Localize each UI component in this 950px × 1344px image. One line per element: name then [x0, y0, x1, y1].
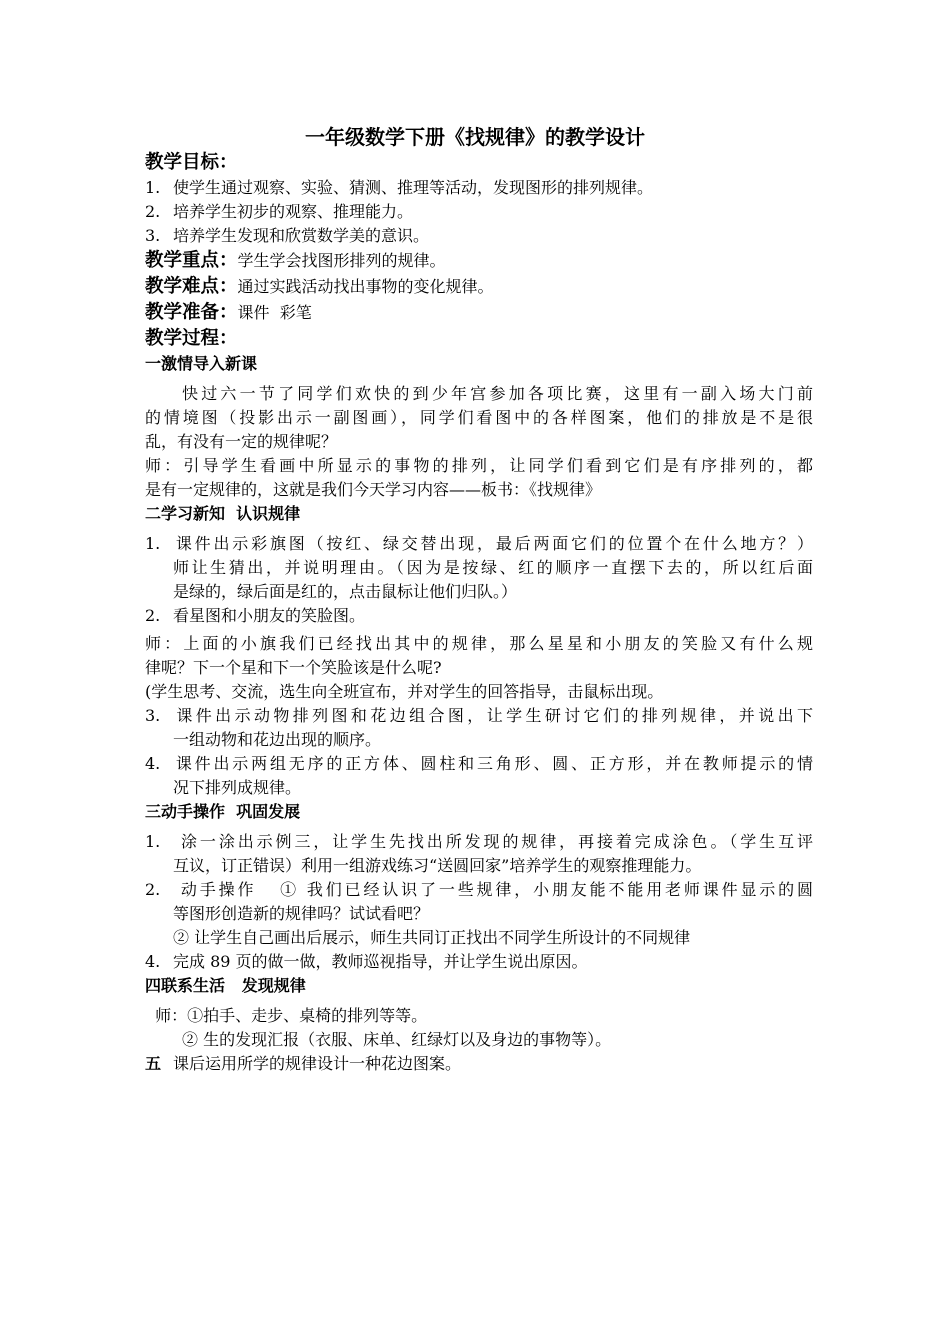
section-heading: 一激情导入新课 [145, 354, 258, 373]
list-text: 动手操作 ① 我们已经认识了一些规律，小朋友能不能用老师课件显示的圆 [173, 880, 813, 899]
list-text: 完成 89 页的做一做，教师巡视指导，并让学生说出原因。 [173, 952, 588, 971]
process-heading [145, 326, 813, 352]
goals-heading [145, 150, 813, 176]
list-item-line [145, 604, 813, 628]
list-number: 1. [145, 534, 161, 553]
difficulty-line [145, 274, 813, 300]
goal-text: 使学生通过观察、实验、猜测、推理等活动，发现图形的排列规律。 [173, 178, 654, 197]
key-point-text: 学生学会找图形排列的规律。 [237, 251, 446, 270]
paragraph-line: 的情境图（投影出示一副图画），同学们看图中的各样图案，他们的排放是不是很 [145, 408, 813, 427]
list-item-line [145, 704, 813, 728]
key-point-label: 教学重点： [145, 250, 238, 271]
list-item-line [145, 752, 813, 776]
difficulty-label: 教学难点： [145, 276, 238, 297]
list-item-line: ② 让学生自己画出后展示，师生共同订正找出不同学生所设计的不同规律 [173, 928, 691, 947]
goal-text: 培养学生初步的观察、推理能力。 [173, 202, 414, 221]
preparation-text: 课件 彩笔 [237, 303, 312, 322]
list-item-line: 互议，订正错误）利用一组游戏练习“送圆回家”培养学生的观察推理能力。 [173, 856, 702, 875]
list-number: 4. [145, 754, 161, 773]
document-title: 一年级数学下册《找规律》的教学设计 [305, 125, 645, 149]
difficulty-text: 通过实践活动找出事物的变化规律。 [237, 277, 494, 296]
list-text: 课件出示动物排列图和花边组合图，让学生研讨它们的排列规律，并说出下 [173, 706, 813, 725]
goal-number: 1. [145, 178, 161, 197]
section-heading: 三动手操作 巩固发展 [145, 802, 301, 821]
list-number: 2. [145, 880, 161, 899]
list-item-line [145, 950, 813, 974]
list-item-line [145, 532, 813, 556]
goal-text: 培养学生发现和欣赏数学美的意识。 [173, 226, 430, 245]
list-text: 课件出示彩旗图（按红、绿交替出现，最后两面它们的位置个在什么地方？） [173, 534, 813, 553]
goal-item [145, 200, 813, 224]
list-item-line: 是绿的，绿后面是红的，点击鼠标让他们归队。） [173, 582, 518, 601]
paragraph-line: 师：①拍手、走步、桌椅的排列等等。 [145, 1006, 428, 1025]
section-heading: 四联系生活 发现规律 [145, 976, 306, 995]
key-point-line [145, 248, 813, 274]
list-text: 涂一涂出示例三，让学生先找出所发现的规律，再接着完成涂色。（学生互评 [173, 832, 813, 851]
paragraph-line: ② 生的发现汇报（衣服、床单、红绿灯以及身边的事物等）。 [182, 1030, 612, 1049]
goal-number: 2. [145, 202, 161, 221]
list-text: 课件出示两组无序的正方体、圆柱和三角形、圆、正方形，并在教师提示的情 [173, 754, 813, 773]
list-item-line [145, 830, 813, 854]
paragraph-line: 律呢？下一个星和下一个笑脸该是什么呢? [145, 658, 442, 677]
section-number: 五 [145, 1054, 162, 1073]
section-heading: 二学习新知 认识规律 [145, 504, 301, 523]
final-task-text: 课后运用所学的规律设计一种花边图案。 [173, 1054, 462, 1073]
preparation-line [145, 300, 813, 326]
list-number: 4. [145, 952, 161, 971]
preparation-label: 教学准备： [145, 302, 238, 323]
list-item-line [145, 878, 813, 902]
goal-item [145, 176, 813, 200]
list-text: 看星图和小朋友的笑脸图。 [173, 606, 366, 625]
goals-label: 教学目标： [145, 152, 238, 173]
list-number: 1. [145, 832, 161, 851]
final-task-line [145, 1052, 813, 1076]
list-item-line: 一组动物和花边出现的顺序。 [173, 730, 382, 749]
paragraph-line: 快过六一节了同学们欢快的到少年宫参加各项比赛，这里有一副入场大门前 [182, 384, 813, 403]
list-number: 3. [145, 706, 161, 725]
paragraph-line: 是有一定规律的，这就是我们今天学习内容——板书：《找规律》 [145, 480, 602, 499]
goal-item [145, 224, 813, 248]
paragraph-line: 乱，有没有一定的规律呢？ [145, 432, 338, 451]
list-number: 2. [145, 606, 161, 625]
list-item-line: 况下排列成规律。 [173, 778, 302, 797]
list-item-line: 师让生猜出，并说明理由。（因为是按绿、红的顺序一直摆下去的，所以红后面 [173, 558, 813, 577]
document-body [145, 150, 813, 1076]
paragraph-line: 师：引导学生看画中所显示的事物的排列，让同学们看到它们是有序排列的，都 [145, 456, 813, 475]
goal-number: 3. [145, 226, 161, 245]
process-label: 教学过程： [145, 328, 238, 349]
list-item-line: 等图形创造新的规律吗？试试看吧？ [173, 904, 430, 923]
paragraph-line: 师：上面的小旗我们已经找出其中的规律，那么星星和小朋友的笑脸又有什么规 [145, 634, 813, 653]
paragraph-line: (学生思考、交流，选生向全班宣布，并对学生的回答指导，击鼠标出现。 [145, 682, 664, 701]
